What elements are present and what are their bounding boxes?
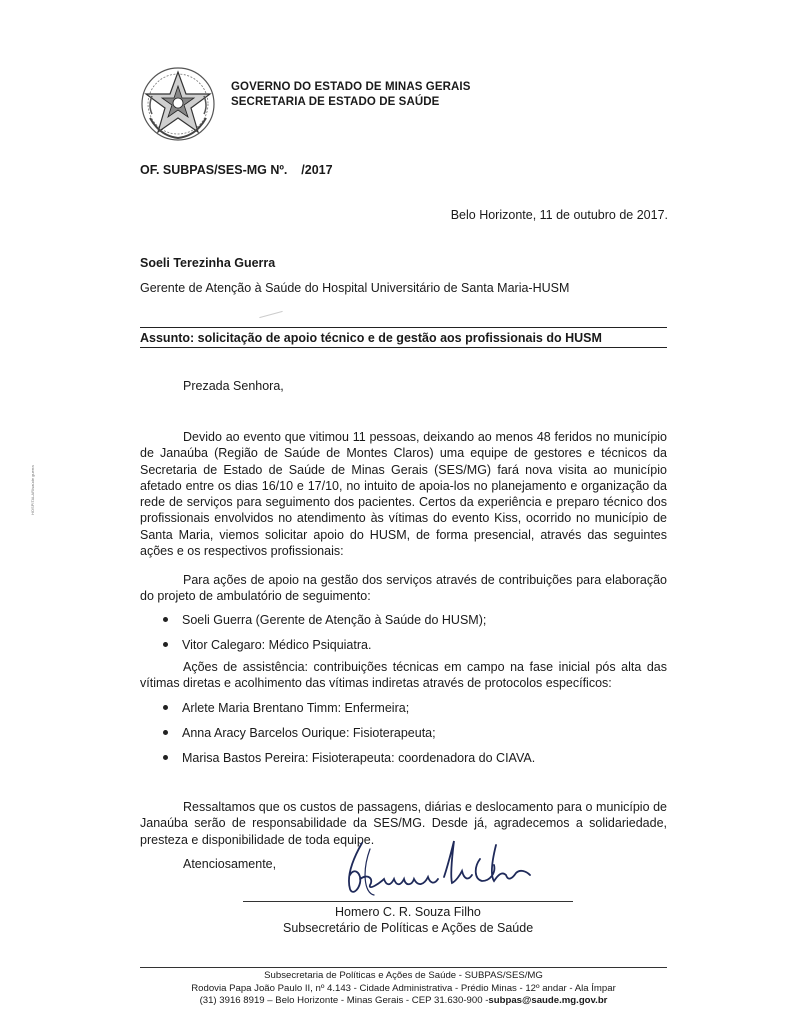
- footer: [140, 970, 667, 1008]
- letterhead-government: GOVERNO DO ESTADO DE MINAS GERAIS: [231, 81, 471, 93]
- recipient-role: Gerente de Atenção à Saúde do Hospital Universitário de Santa Maria-HUSM: [140, 281, 570, 295]
- list-item: Anna Aracy Barcelos Ourique: Fisioterapeuta;: [163, 726, 436, 740]
- bullet-icon: [163, 617, 168, 622]
- footer-department: Subsecretaria de Políticas e Ações de Saúde - SUBPAS/SES/MG: [264, 970, 543, 981]
- scan-mark: [259, 311, 282, 318]
- letterhead: [231, 80, 471, 110]
- signatory-title: Subsecretário de Políticas e Ações de Saúde: [283, 921, 534, 935]
- footer-address: Rodovia Papa João Paulo II, nº 4.143 - Cidade Administrativa - Prédio Minas - 12º andar - Ala Ímpar: [191, 982, 616, 994]
- body-paragraph-4: Ressaltamos que os custos de passagens, diárias e deslocamento para o município de Janaúba serão de responsabilidade da SES/MG. Desde já, agradecemos a solidariedade, presteza e disponibilidade de toda equipe.: [140, 800, 667, 847]
- subject-rule-top: [140, 327, 667, 328]
- list-item: Vitor Calegaro: Médico Psiquiatra.: [163, 638, 371, 652]
- footer-rule: [140, 967, 667, 968]
- bullet-icon: [163, 755, 168, 760]
- subject-line: Assunto: solicitação de apoio técnico e de gestão aos profissionais do HUSM: [140, 331, 602, 345]
- closing: Atenciosamente,: [183, 857, 277, 871]
- bullet-icon: [163, 642, 168, 647]
- list-item: Arlete Maria Brentano Timm: Enfermeira;: [163, 701, 409, 715]
- body-paragraph-3: Ações de assistência: contribuições técnicas em campo na fase inicial pós alta das vítimas diretas e acolhimento das vítimas indiretas através de protocolos específicos:: [140, 660, 667, 691]
- bullet-icon: [163, 730, 168, 735]
- oficio-number: OF. SUBPAS/SES-MG Nº. /2017: [140, 163, 333, 177]
- subject-rule-bottom: [140, 347, 667, 348]
- list-item: Marisa Bastos Pereira: Fisioterapeuta: coordenadora do CIAVA.: [163, 751, 535, 765]
- signature-line: [243, 901, 573, 902]
- recipient-name: Soeli Terezinha Guerra: [140, 256, 276, 270]
- side-stamp: HOSPITALAR/saúde guerra: [30, 465, 35, 515]
- date-line: Belo Horizonte, 11 de outubro de 2017.: [450, 208, 668, 222]
- letterhead-secretariat: SECRETARIA DE ESTADO DE SAÚDE: [231, 96, 440, 108]
- signatory-name: Homero C. R. Souza Filho: [335, 905, 481, 919]
- list-item: Soeli Guerra (Gerente de Atenção à Saúde do HUSM);: [163, 613, 486, 627]
- footer-contact: (31) 3916 8919 – Belo Horizonte - Minas Gerais - CEP 31.630-900 -subpas@saude.mg.gov.br: [199, 995, 608, 1007]
- body-paragraph-1: Devido ao evento que vitimou 11 pessoas, deixando ao menos 48 feridos no município de Janaúba (Região de Saúde de Montes Claros) uma equipe de gestores e técnicos da Secretaria de Estado de Saúde de Minas Gerais (SES/MG) fará nova visita ao município afetado entre os dias 16/10 e 17/10, no intuito de apoia-los no planejamento e organização da rede de serviços para seguimento dos pacientes. Certos da experiência e preparo técnico dos profissionais envolvidos no atendimento às vítimas do evento Kiss, ocorrido no município de Santa Maria, viemos solicitar apoio do HUSM, de forma presencial, através das seguintes ações e os respectivos profissionais:: [140, 430, 667, 559]
- state-seal-icon: [140, 66, 216, 142]
- handwritten-signature-icon: [340, 835, 550, 897]
- body-paragraph-2: Para ações de apoio na gestão dos serviços através de contribuições para elaboração do projeto de ambulatório de seguimento:: [140, 573, 667, 604]
- footer-email: subpas@saude.mg.gov.br: [488, 995, 608, 1007]
- bullet-icon: [163, 705, 168, 710]
- salutation: Prezada Senhora,: [183, 379, 284, 393]
